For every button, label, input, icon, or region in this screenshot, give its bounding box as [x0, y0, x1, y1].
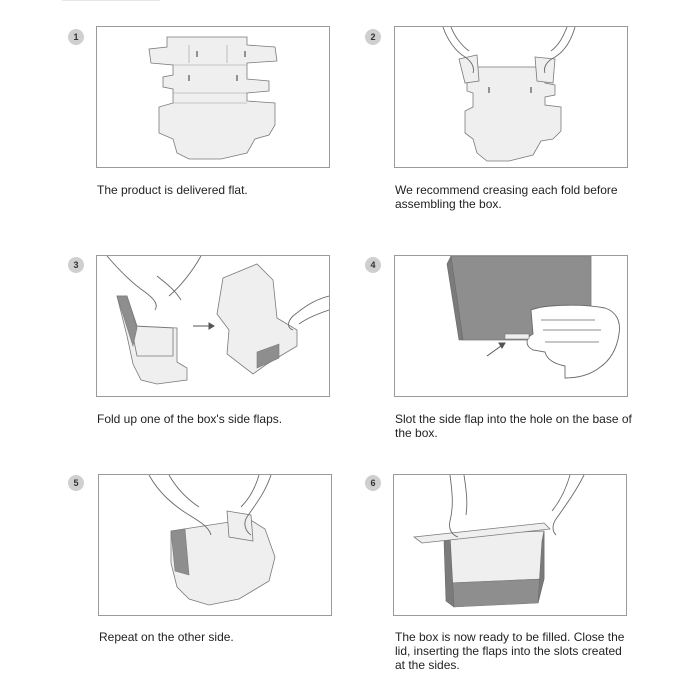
creasing-box-illustration: [395, 27, 627, 167]
step-3-illustration: [96, 255, 330, 397]
fold-side-flap-illustration: [97, 256, 329, 396]
step-caption: The product is delivered flat.: [97, 183, 248, 197]
step-1-illustration: [96, 26, 330, 168]
step-number-badge: 5: [68, 475, 84, 491]
top-divider: [62, 0, 160, 1]
step-number-badge: 1: [68, 29, 84, 45]
step-caption: We recommend creasing each fold before assembling the box.: [395, 183, 618, 211]
ready-box-illustration: [394, 475, 626, 615]
step-number-badge: 3: [68, 257, 84, 273]
step-number-badge: 4: [365, 257, 381, 273]
repeat-other-side-illustration: [99, 475, 331, 615]
step-number-badge: 6: [365, 475, 381, 491]
slot-flap-illustration: [395, 256, 627, 396]
step-caption: Fold up one of the box's side flaps.: [97, 412, 283, 426]
step-6-illustration: [393, 474, 627, 616]
step-4-illustration: [394, 255, 628, 397]
step-caption: Slot the side flap into the hole on the base of the box.: [395, 412, 632, 440]
step-caption: Repeat on the other side.: [99, 630, 234, 644]
step-2-illustration: [394, 26, 628, 168]
flat-box-illustration: [97, 27, 329, 167]
step-number-badge: 2: [365, 29, 381, 45]
step-5-illustration: [98, 474, 332, 616]
step-caption: The box is now ready to be filled. Close the lid, inserting the flaps into the slots created at the sides.: [395, 630, 625, 672]
